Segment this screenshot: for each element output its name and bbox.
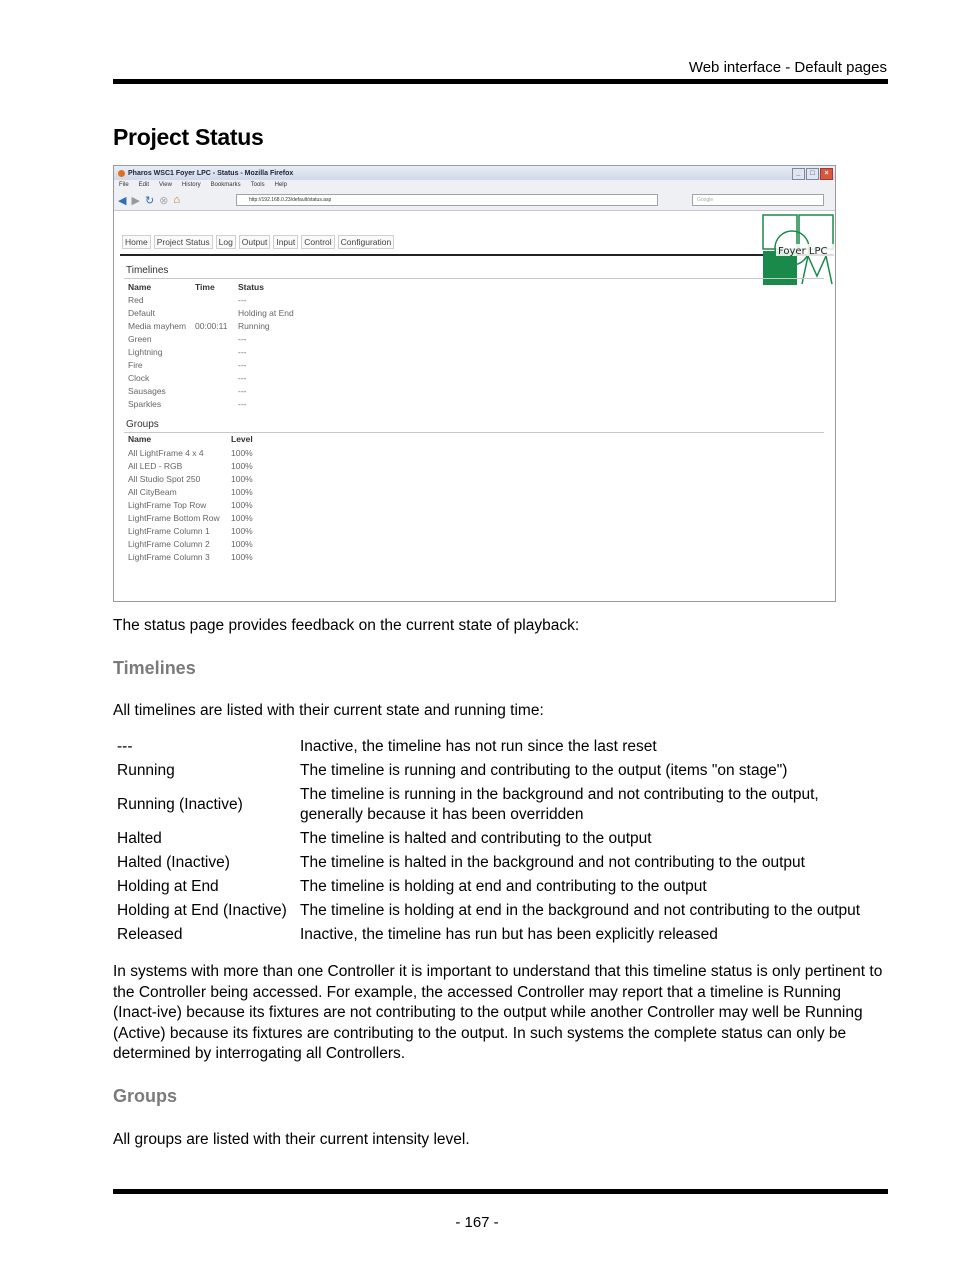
state-description: The timeline is holding at end in the background and not contributing to the output <box>300 902 861 919</box>
state-name: Running (Inactive) <box>117 796 243 813</box>
state-name: Released <box>117 926 183 943</box>
tab-log[interactable]: Log <box>216 235 236 249</box>
menu-bar <box>114 180 835 190</box>
col-name: Name <box>128 282 152 292</box>
group-name: All LED - RGB <box>128 461 183 471</box>
search-input[interactable]: Google <box>692 194 824 206</box>
state-description: Inactive, the timeline has not run since the last reset <box>300 738 657 755</box>
state-name: Running <box>117 762 175 779</box>
group-level: 100% <box>231 487 253 497</box>
state-description: Inactive, the timeline has run but has been explicitly released <box>300 926 718 943</box>
state-description: The timeline is holding at end and contributing to the output <box>300 878 707 895</box>
shot-groups-rule <box>124 432 824 433</box>
tab-project-status[interactable]: Project Status <box>154 235 213 249</box>
group-name: LightFrame Bottom Row <box>128 513 220 523</box>
group-name: LightFrame Column 3 <box>128 552 210 562</box>
col-level: Level <box>231 434 253 444</box>
state-name: Halted <box>117 830 162 847</box>
state-row <box>113 759 888 783</box>
timeline-states-table <box>113 735 888 947</box>
state-row <box>113 735 888 759</box>
timeline-name: Default <box>128 308 155 318</box>
timeline-status: --- <box>238 373 247 383</box>
group-level: 100% <box>231 513 253 523</box>
browser-screenshot <box>113 165 836 602</box>
minimize-icon[interactable]: _ <box>792 168 805 180</box>
group-level: 100% <box>231 526 253 536</box>
firefox-icon <box>118 170 125 177</box>
groups-intro: All groups are listed with their current intensity level. <box>113 1131 470 1148</box>
group-name: LightFrame Column 1 <box>128 526 210 536</box>
group-level: 100% <box>231 552 253 562</box>
timeline-name: Red <box>128 295 144 305</box>
timelines-intro: All timelines are listed with their current state and running time: <box>113 702 544 719</box>
timeline-name: Lightning <box>128 347 163 357</box>
state-row <box>113 899 888 923</box>
page-tabs <box>122 235 394 249</box>
timeline-status: Holding at End <box>238 308 294 318</box>
group-level: 100% <box>231 500 253 510</box>
timeline-status: --- <box>238 295 247 305</box>
maximize-icon[interactable]: □ <box>806 168 819 180</box>
state-name: Halted (Inactive) <box>117 854 230 871</box>
shot-timelines-title: Timelines <box>126 265 169 276</box>
timeline-name: Media mayhem <box>128 321 187 331</box>
timeline-time: 00:00:11 <box>195 321 228 331</box>
forward-icon[interactable]: ▶ <box>131 194 140 207</box>
state-row <box>113 875 888 899</box>
timelines-note: In systems with more than one Controller it is important to understand that this timeline status is only pertinent to the Controller being accessed. For example, the accessed Controller may report that a timeline is Running (Inact-ive) because its fixtures are not contributing to the output while another Controller may well be Running (Active) because its fixtures are contributing to the output. In such systems the complete status can only be determined by interrogating all Controllers. <box>113 963 883 1063</box>
col-time: Time <box>195 282 215 292</box>
footer-rule <box>113 1189 888 1194</box>
window-titlebar <box>114 166 835 180</box>
stop-icon[interactable]: ⊗ <box>159 194 169 207</box>
reload-icon[interactable]: ↻ <box>144 194 155 207</box>
group-level: 100% <box>231 539 253 549</box>
timeline-status: --- <box>238 334 247 344</box>
menu-tools[interactable]: Tools <box>250 182 265 188</box>
timeline-status: --- <box>238 347 247 357</box>
groups-heading: Groups <box>113 1086 178 1106</box>
close-icon[interactable]: × <box>820 168 833 180</box>
menu-view[interactable]: View <box>159 182 172 188</box>
timeline-name: Sparkles <box>128 399 162 409</box>
menu-bookmarks[interactable]: Bookmarks <box>210 182 241 188</box>
window-title: Pharos WSC1 Foyer LPC - Status - Mozilla Firefox <box>128 169 294 177</box>
tab-configuration[interactable]: Configuration <box>338 235 395 249</box>
shot-timelines-rule <box>124 278 824 279</box>
group-level: 100% <box>231 448 253 458</box>
state-description: The timeline is running and contributing to the output (items "on stage") <box>300 762 788 779</box>
state-description: The timeline is halted and contributing to the output <box>300 830 652 847</box>
group-level: 100% <box>231 461 253 471</box>
page-title: Project Status <box>113 124 264 150</box>
timeline-status: --- <box>238 399 247 409</box>
intro-text: The status page provides feedback on the current state of playback: <box>113 617 580 634</box>
tab-output[interactable]: Output <box>239 235 271 249</box>
timeline-name: Sausages <box>128 386 166 396</box>
state-name: Holding at End <box>117 878 219 895</box>
running-header: Web interface - Default pages <box>688 59 887 76</box>
tab-control[interactable]: Control <box>301 235 334 249</box>
home-icon[interactable]: ⌂ <box>173 194 181 206</box>
back-icon[interactable]: ◀ <box>118 194 127 207</box>
timeline-name: Green <box>128 334 152 344</box>
timelines-heading: Timelines <box>113 658 196 678</box>
menu-help[interactable]: Help <box>274 182 287 188</box>
timeline-name: Fire <box>128 360 143 370</box>
timeline-status: Running <box>238 321 270 331</box>
group-name: All LightFrame 4 x 4 <box>128 448 204 458</box>
tab-home[interactable]: Home <box>122 235 151 249</box>
menu-edit[interactable]: Edit <box>138 182 150 188</box>
foyer-lpc-logo <box>762 214 835 286</box>
timeline-name: Clock <box>128 373 150 383</box>
state-name: Holding at End (Inactive) <box>117 902 287 919</box>
state-name: --- <box>117 738 133 755</box>
header-rule <box>113 79 888 84</box>
group-name: All Studio Spot 250 <box>128 474 201 484</box>
menu-history[interactable]: History <box>181 182 201 188</box>
group-name: LightFrame Column 2 <box>128 539 210 549</box>
state-row <box>113 923 888 947</box>
state-row <box>113 783 888 827</box>
timeline-status: --- <box>238 360 247 370</box>
state-description: The timeline is running in the background and not contributing to the output, generally because it has been overridden <box>300 786 819 823</box>
navigation-bar <box>114 190 835 211</box>
group-level: 100% <box>231 474 253 484</box>
col-group-name: Name <box>128 434 152 444</box>
tab-input[interactable]: Input <box>273 235 298 249</box>
tab-underline <box>120 254 834 256</box>
group-name: All CityBeam <box>128 487 177 497</box>
state-row <box>113 827 888 851</box>
address-bar[interactable]: http://192.168.0.23/default/status.asp <box>236 194 658 206</box>
state-row <box>113 851 888 875</box>
shot-groups-title: Groups <box>126 419 159 430</box>
state-description: The timeline is halted in the background and not contributing to the output <box>300 854 805 871</box>
timeline-status: --- <box>238 386 247 396</box>
logo-text: Foyer LPC <box>778 246 828 257</box>
page-number: - 167 - <box>455 1214 499 1231</box>
group-name: LightFrame Top Row <box>128 500 207 510</box>
menu-file[interactable]: File <box>119 182 129 188</box>
col-status: Status <box>238 282 264 292</box>
